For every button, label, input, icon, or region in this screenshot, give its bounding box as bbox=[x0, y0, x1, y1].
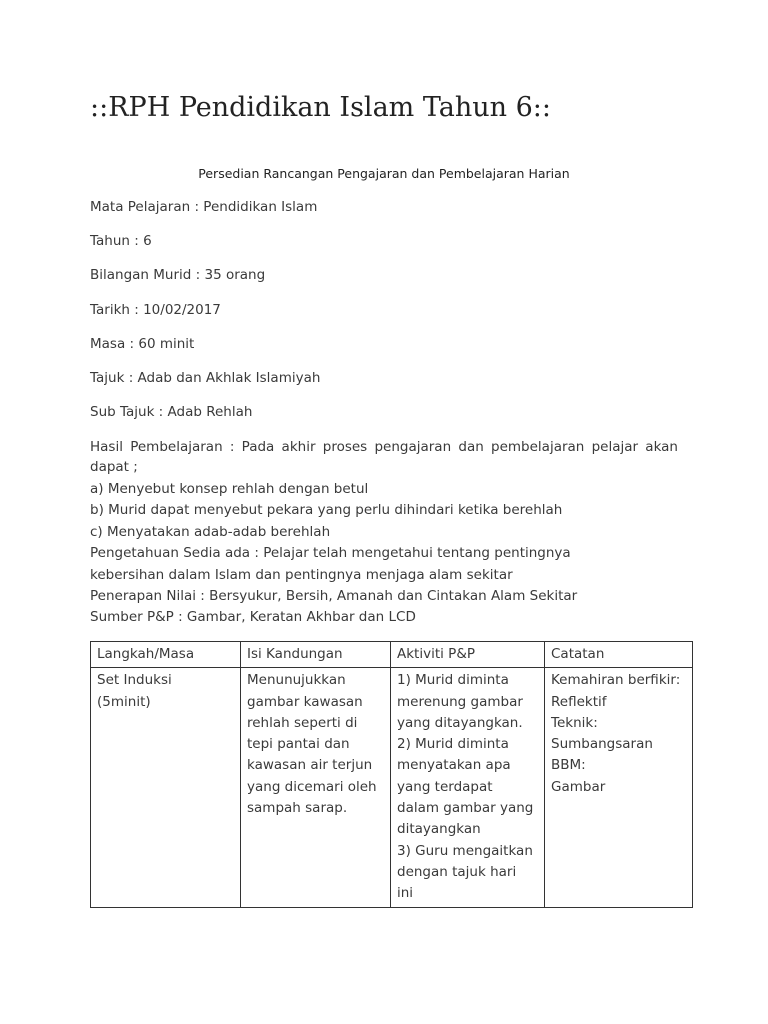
cell-line: yang ditayangkan. bbox=[397, 714, 523, 731]
cell-line: ditayangkan bbox=[397, 821, 481, 838]
cell-line: Teknik: bbox=[551, 714, 598, 731]
learning-outcome-item: a) Menyebut konsep rehlah dengan betul bbox=[90, 481, 369, 497]
resources-line: Sumber P&P : Gambar, Keratan Akhbar dan LCD bbox=[90, 609, 416, 625]
learning-outcome-item: c) Menyatakan adab-adab berehlah bbox=[90, 524, 331, 540]
cell-line: menyatakan apa bbox=[397, 757, 511, 774]
page-title: ::RPH Pendidikan Islam Tahun 6:: bbox=[90, 92, 551, 123]
cell-line: yang terdapat bbox=[397, 778, 493, 795]
cell-line: ini bbox=[397, 885, 414, 902]
prior-knowledge-line: kebersihan dalam Islam dan pentingnya menjaga alam sekitar bbox=[90, 567, 513, 583]
cell-line: Reflektif bbox=[551, 693, 607, 710]
cell-line: yang dicemari oleh bbox=[247, 778, 377, 795]
prior-knowledge-line: Pengetahuan Sedia ada : Pelajar telah mengetahui tentang pentingnya bbox=[90, 545, 571, 561]
cell-line: 3) Guru mengaitkan bbox=[397, 842, 533, 859]
cell-line: Menunujukkan bbox=[247, 672, 346, 689]
cell-line: dalam gambar yang bbox=[397, 800, 534, 817]
learning-outcome-intro: Hasil Pembelajaran : Pada akhir proses pengajaran dan pembelajaran pelajar akan dapat ; bbox=[90, 439, 678, 475]
header-notes: Catatan bbox=[545, 642, 693, 668]
cell-line: BBM: bbox=[551, 757, 586, 774]
cell-line: 2) Murid diminta bbox=[397, 736, 509, 753]
values-line: Penerapan Nilai : Bersyukur, Bersih, Amanah dan Cintakan Alam Sekitar bbox=[90, 588, 578, 604]
cell-line: tepi pantai dan bbox=[247, 736, 350, 753]
cell-content bbox=[241, 668, 391, 907]
field-subject: Mata Pelajaran : Pendidikan Islam bbox=[90, 199, 318, 215]
field-year: Tahun : 6 bbox=[90, 233, 152, 249]
table-header-row bbox=[91, 642, 693, 668]
cell-line: Sumbangsaran bbox=[551, 736, 653, 753]
header-content: Isi Kandungan bbox=[241, 642, 391, 668]
cell-line: gambar kawasan bbox=[247, 693, 363, 710]
cell-step bbox=[91, 668, 241, 907]
field-students: Bilangan Murid : 35 orang bbox=[90, 267, 266, 283]
cell-line: Set Induksi bbox=[97, 672, 172, 689]
cell-activity bbox=[391, 668, 545, 907]
cell-line: Kemahiran berfikir: bbox=[551, 672, 681, 689]
lesson-plan-table bbox=[90, 641, 693, 908]
cell-line: sampah sarap. bbox=[247, 800, 348, 817]
header-activity: Aktiviti P&P bbox=[391, 642, 545, 668]
field-topic: Tajuk : Adab dan Akhlak Islamiyah bbox=[90, 370, 321, 386]
cell-line: rehlah seperti di bbox=[247, 714, 358, 731]
document-subtitle: Persedian Rancangan Pengajaran dan Pembelajaran Harian bbox=[198, 166, 570, 181]
cell-line: (5minit) bbox=[97, 693, 151, 710]
cell-notes bbox=[545, 668, 693, 907]
field-date: Tarikh : 10/02/2017 bbox=[90, 302, 221, 318]
field-subtopic: Sub Tajuk : Adab Rehlah bbox=[90, 404, 253, 420]
cell-line: merenung gambar bbox=[397, 693, 523, 710]
cell-line: kawasan air terjun bbox=[247, 757, 373, 774]
cell-line: Gambar bbox=[551, 778, 606, 795]
table-row bbox=[91, 668, 693, 907]
cell-line: dengan tajuk hari bbox=[397, 863, 517, 880]
cell-line: 1) Murid diminta bbox=[397, 672, 509, 689]
header-step: Langkah/Masa bbox=[91, 642, 241, 668]
learning-outcome-item: b) Murid dapat menyebut pekara yang perlu dihindari ketika berehlah bbox=[90, 502, 563, 518]
field-duration: Masa : 60 minit bbox=[90, 336, 195, 352]
